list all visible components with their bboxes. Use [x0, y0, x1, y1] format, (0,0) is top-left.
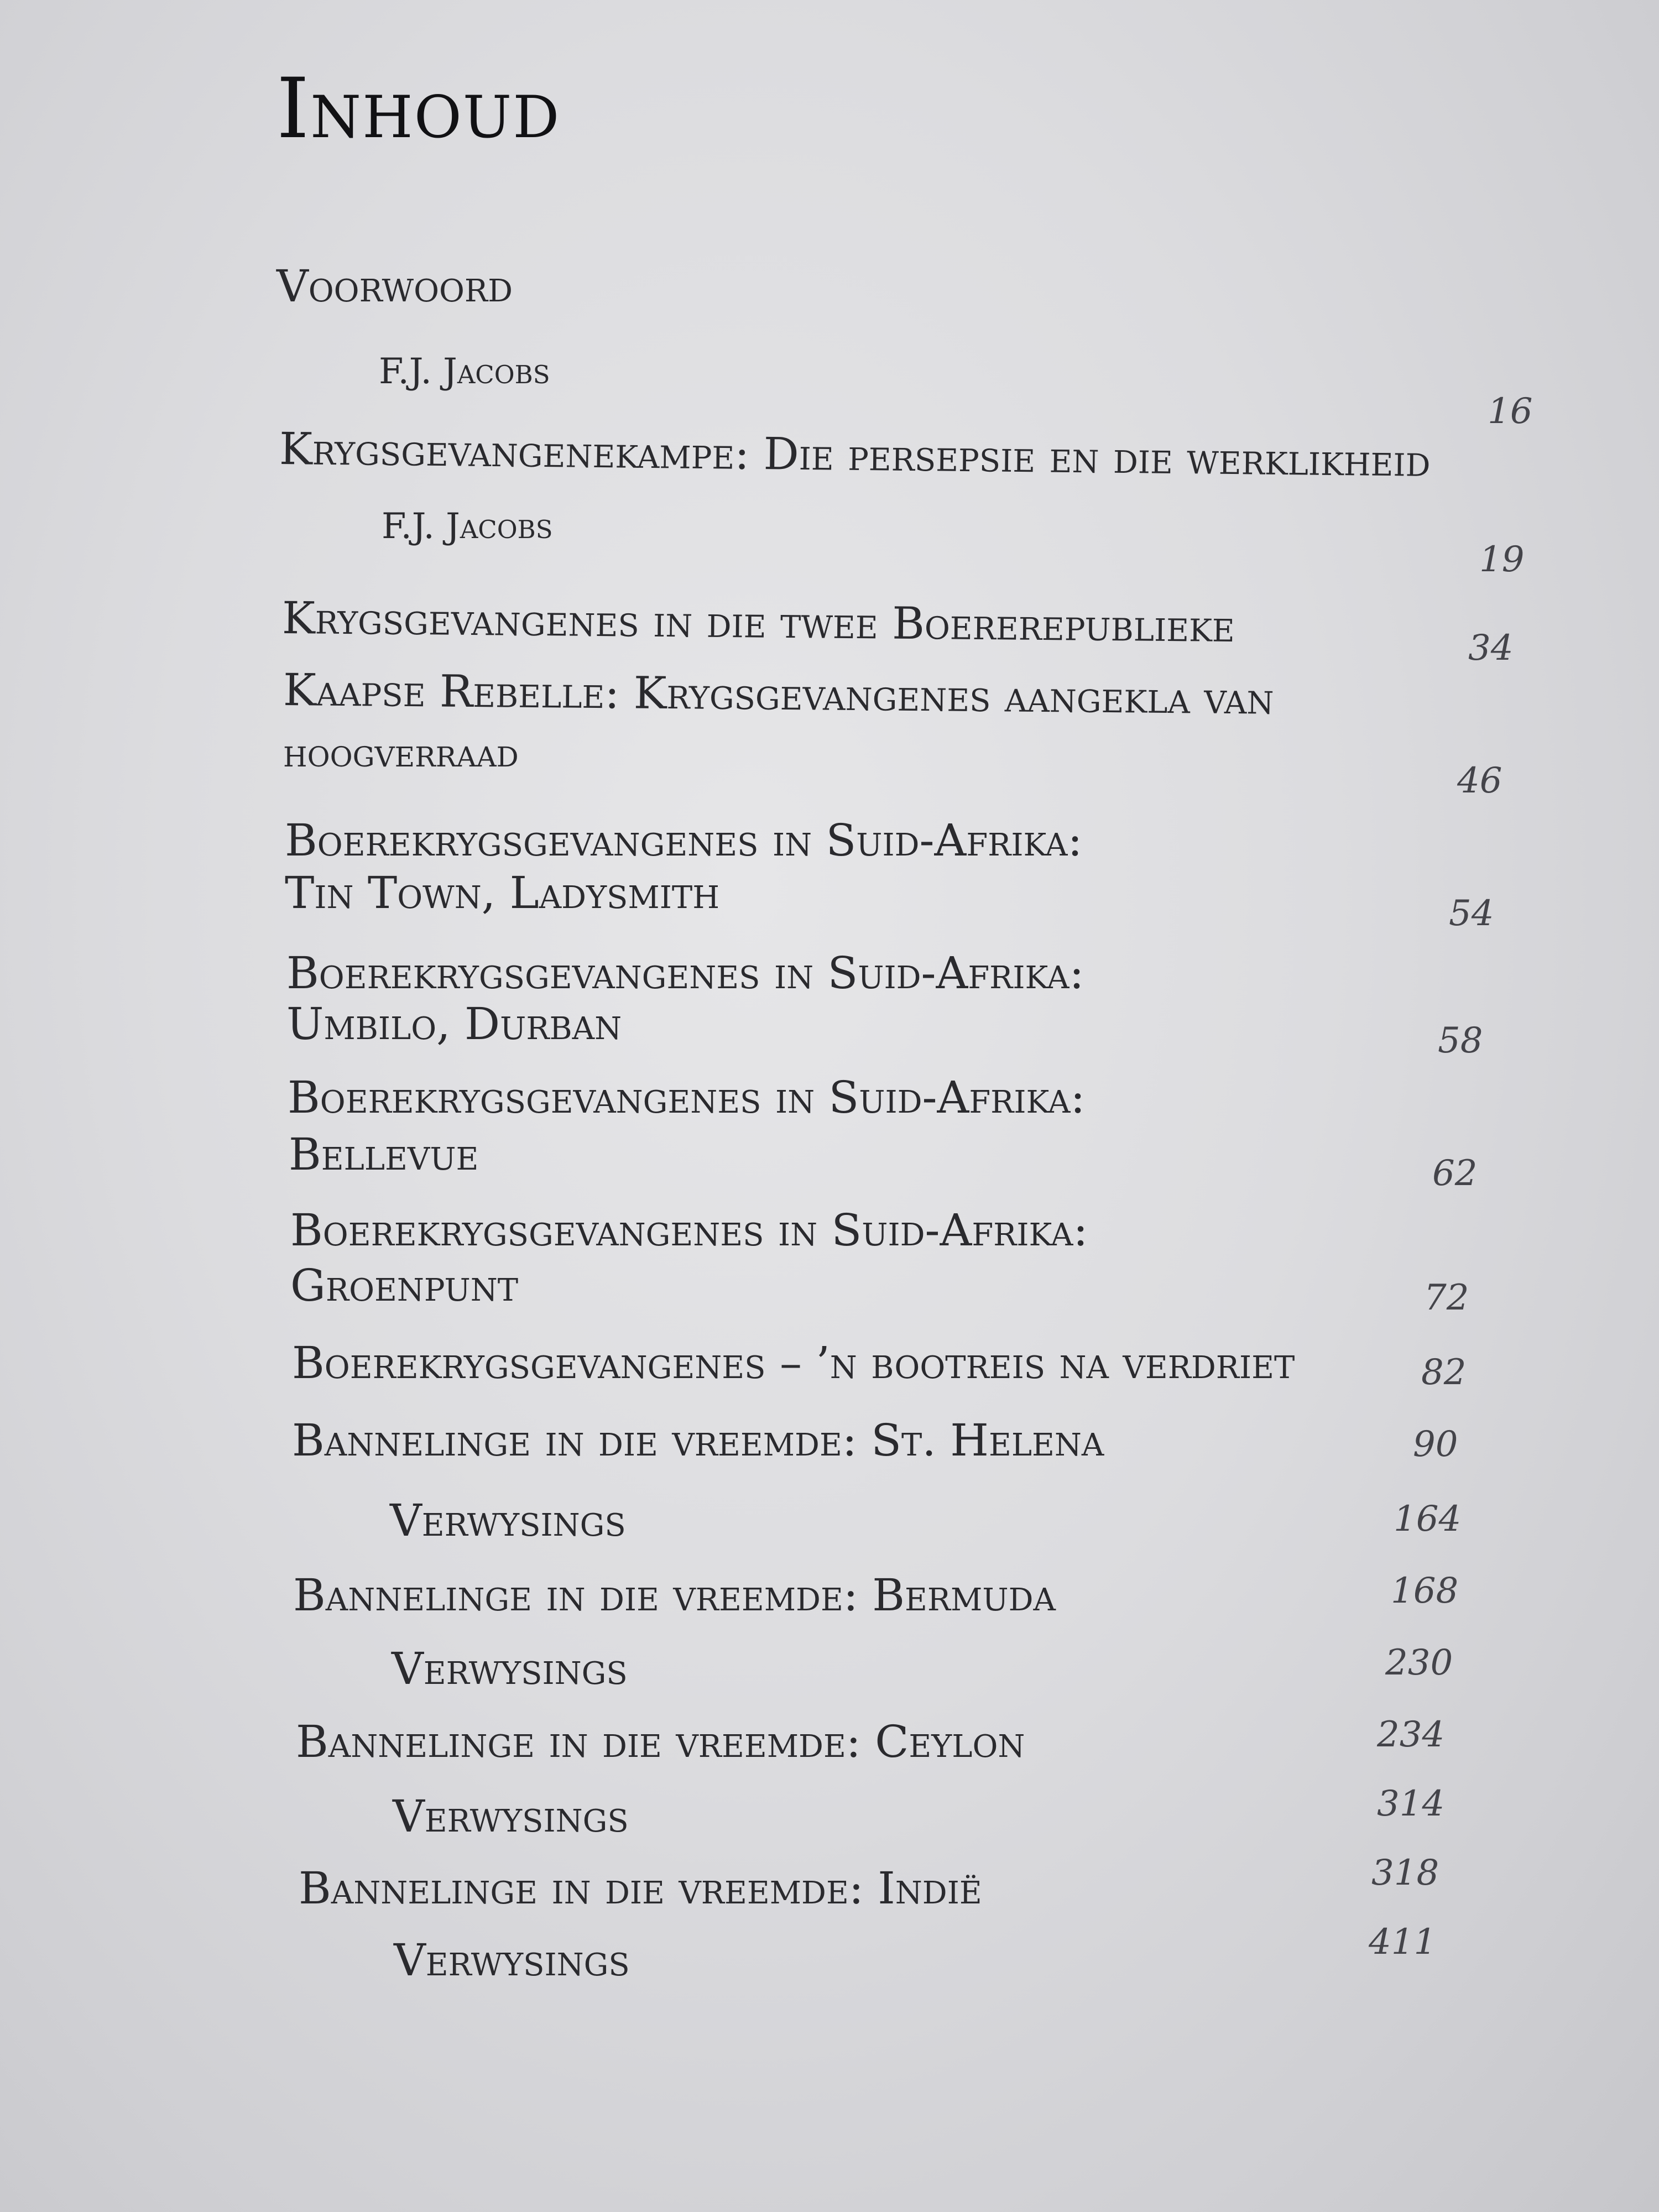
toc-entry-page: 314: [1377, 1783, 1445, 1824]
toc-entry-title-line2: Bellevue: [289, 1129, 479, 1180]
toc-entry-title: Bannelinge in die vreemde: St. Helena: [292, 1415, 1104, 1466]
toc-entry-title: Boerekrygsgevangenes in Suid-Afrika:: [290, 1204, 1088, 1256]
toc-entry-page: 54: [1449, 893, 1494, 934]
toc-entry-page: 16: [1488, 391, 1533, 432]
toc-entry-title: Voorwoord: [276, 260, 513, 312]
toc-entry-author: F.J. Jacobs: [379, 351, 550, 392]
toc-entry-title: Bannelinge in die vreemde: Bermuda: [293, 1569, 1056, 1621]
toc-entry-title: Bannelinge in die vreemde: Ceylon: [296, 1716, 1025, 1767]
toc-entry-page: 46: [1457, 760, 1503, 801]
page-title: Inhoud: [276, 61, 561, 157]
toc-entry-page: 411: [1369, 1922, 1437, 1963]
toc-entry-title: Boerekrygsgevangenes in Suid-Afrika:: [285, 815, 1083, 866]
toc-entry-author: F.J. Jacobs: [382, 506, 553, 547]
toc-entry-title: Verwysings: [390, 1495, 626, 1546]
toc-entry-title: Boerekrygsgevangenes in Suid-Afrika:: [288, 1072, 1086, 1123]
toc-entry-page: 19: [1479, 539, 1525, 580]
toc-entry-title-line2: Tin Town, Ladysmith: [285, 867, 720, 919]
toc-entry-title: Verwysings: [392, 1643, 628, 1694]
toc-entry-page: 168: [1391, 1571, 1459, 1611]
toc-entry-page: 230: [1385, 1642, 1453, 1683]
toc-entry-title-line2: Umbilo, Durban: [286, 998, 622, 1050]
toc-entry-page: 72: [1424, 1277, 1469, 1318]
toc-entry-page: 90: [1413, 1424, 1458, 1465]
toc-entry-page: 58: [1438, 1020, 1483, 1061]
toc-entry-page: 318: [1371, 1853, 1439, 1893]
toc-entry-title: Krygsgevangenekampe: Die persepsie en die werklikheid: [279, 423, 1431, 487]
toc-entry-title-line2: hoogverraad: [283, 729, 519, 776]
toc-entry-title: Kaapse Rebelle: Krygsgevangenes aangekla van: [283, 664, 1274, 724]
toc-entry-page: 62: [1432, 1153, 1478, 1194]
toc-entry-page: 82: [1421, 1352, 1467, 1393]
toc-entry-title: Boerekrygsgevangenes in Suid-Afrika:: [286, 947, 1084, 999]
toc-entry-page: 234: [1377, 1714, 1445, 1755]
toc-entry-title-line2: Groenpunt: [290, 1260, 519, 1311]
toc-entry-page: 164: [1394, 1499, 1462, 1540]
toc-entry-page: 34: [1468, 628, 1514, 669]
toc-entry-title: Boerekrygsgevangenes – ’n bootreis na verdriet: [292, 1337, 1295, 1389]
toc-entry-title: Bannelinge in die vreemde: Indië: [299, 1863, 982, 1914]
toc-entry-title: Krygsgevangenes in die twee Boererepublieke: [281, 592, 1235, 653]
toc-entry-title: Verwysings: [393, 1791, 629, 1842]
toc-entry-title: Verwysings: [394, 1934, 630, 1986]
